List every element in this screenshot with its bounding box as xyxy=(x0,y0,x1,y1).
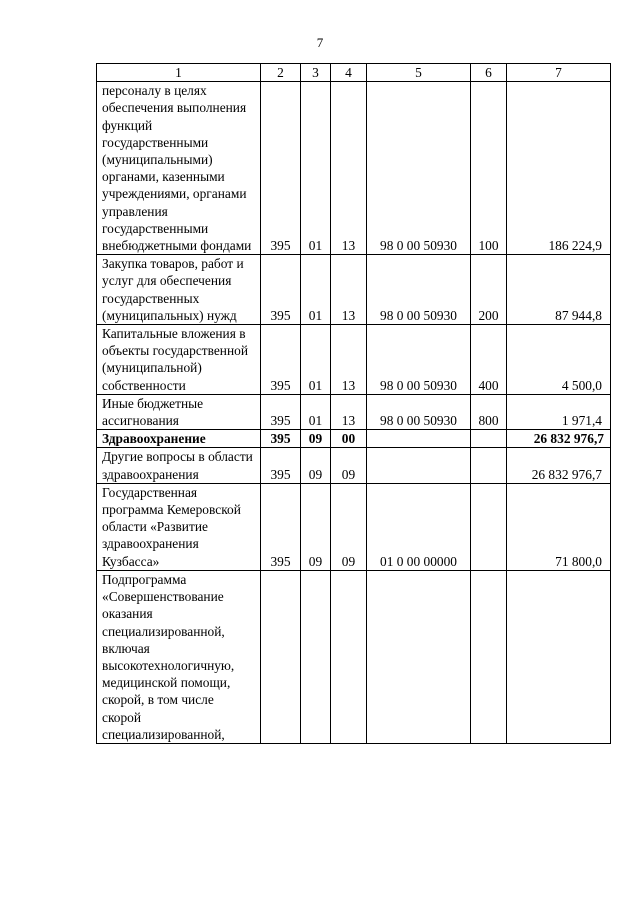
cell-subsection xyxy=(331,570,367,743)
column-header: 3 xyxy=(301,64,331,82)
cell-target: 98 0 00 50930 xyxy=(367,394,471,429)
page-number: 7 xyxy=(316,35,324,50)
cell-amount: 71 800,0 xyxy=(507,483,611,570)
cell-code: 395 xyxy=(261,483,301,570)
cell-code: 395 xyxy=(261,255,301,325)
cell-target: 98 0 00 50930 xyxy=(367,325,471,395)
row-name: Подпрограмма «Совершенствование оказания специализированной, включая высокотехнологичную, медицинской помощи, скорой, в том числе скорой специализированной, xyxy=(97,570,261,743)
cell-expense-type: 800 xyxy=(471,394,507,429)
cell-section: 01 xyxy=(301,325,331,395)
cell-amount: 26 832 976,7 xyxy=(507,448,611,483)
cell-code: 395 xyxy=(261,82,301,255)
cell-subsection: 13 xyxy=(331,82,367,255)
column-header: 1 xyxy=(97,64,261,82)
cell-subsection: 09 xyxy=(331,483,367,570)
cell-target xyxy=(367,448,471,483)
table-row xyxy=(97,394,611,429)
cell-code xyxy=(261,570,301,743)
cell-section xyxy=(301,570,331,743)
table-row xyxy=(97,430,611,448)
header-row xyxy=(97,64,611,82)
cell-code: 395 xyxy=(261,325,301,395)
cell-expense-type xyxy=(471,570,507,743)
cell-section: 01 xyxy=(301,255,331,325)
cell-expense-type: 200 xyxy=(471,255,507,325)
table-row xyxy=(97,483,611,570)
cell-subsection: 13 xyxy=(331,325,367,395)
cell-amount: 1 971,4 xyxy=(507,394,611,429)
row-name: Другие вопросы в области здравоохранения xyxy=(97,448,261,483)
table-row xyxy=(97,82,611,255)
cell-expense-type xyxy=(471,430,507,448)
row-name: Закупка товаров, работ и услуг для обеспечения государственных (муниципальных) нужд xyxy=(97,255,261,325)
cell-amount: 4 500,0 xyxy=(507,325,611,395)
row-name: Иные бюджетные ассигнования xyxy=(97,394,261,429)
cell-amount: 186 224,9 xyxy=(507,82,611,255)
cell-target: 98 0 00 50930 xyxy=(367,255,471,325)
cell-expense-type: 400 xyxy=(471,325,507,395)
table-row xyxy=(97,570,611,743)
cell-section: 09 xyxy=(301,483,331,570)
column-header: 2 xyxy=(261,64,301,82)
column-header: 6 xyxy=(471,64,507,82)
cell-amount: 87 944,8 xyxy=(507,255,611,325)
row-name: Капитальные вложения в объекты государственной (муниципальной) собственности xyxy=(97,325,261,395)
cell-section: 09 xyxy=(301,430,331,448)
cell-subsection: 13 xyxy=(331,394,367,429)
table-row xyxy=(97,448,611,483)
cell-expense-type: 100 xyxy=(471,82,507,255)
cell-subsection: 09 xyxy=(331,448,367,483)
cell-target xyxy=(367,430,471,448)
cell-section: 01 xyxy=(301,394,331,429)
column-header: 4 xyxy=(331,64,367,82)
column-header: 7 xyxy=(507,64,611,82)
cell-target: 98 0 00 50930 xyxy=(367,82,471,255)
column-header: 5 xyxy=(367,64,471,82)
cell-section: 01 xyxy=(301,82,331,255)
cell-code: 395 xyxy=(261,448,301,483)
cell-section: 09 xyxy=(301,448,331,483)
cell-subsection: 00 xyxy=(331,430,367,448)
row-name: персоналу в целях обеспечения выполнения функций государственными (муниципальными) органами, казенными учреждениями, органами управления государственными внебюджетными фондами xyxy=(97,82,261,255)
cell-subsection: 13 xyxy=(331,255,367,325)
cell-target xyxy=(367,570,471,743)
row-name: Здравоохранение xyxy=(97,430,261,448)
cell-amount xyxy=(507,570,611,743)
cell-expense-type xyxy=(471,483,507,570)
cell-expense-type xyxy=(471,448,507,483)
cell-target: 01 0 00 00000 xyxy=(367,483,471,570)
cell-amount: 26 832 976,7 xyxy=(507,430,611,448)
cell-code: 395 xyxy=(261,430,301,448)
table-row xyxy=(97,325,611,395)
budget-table xyxy=(96,63,611,744)
row-name: Государственная программа Кемеровской области «Развитие здравоохранения Кузбасса» xyxy=(97,483,261,570)
table-row xyxy=(97,255,611,325)
cell-code: 395 xyxy=(261,394,301,429)
